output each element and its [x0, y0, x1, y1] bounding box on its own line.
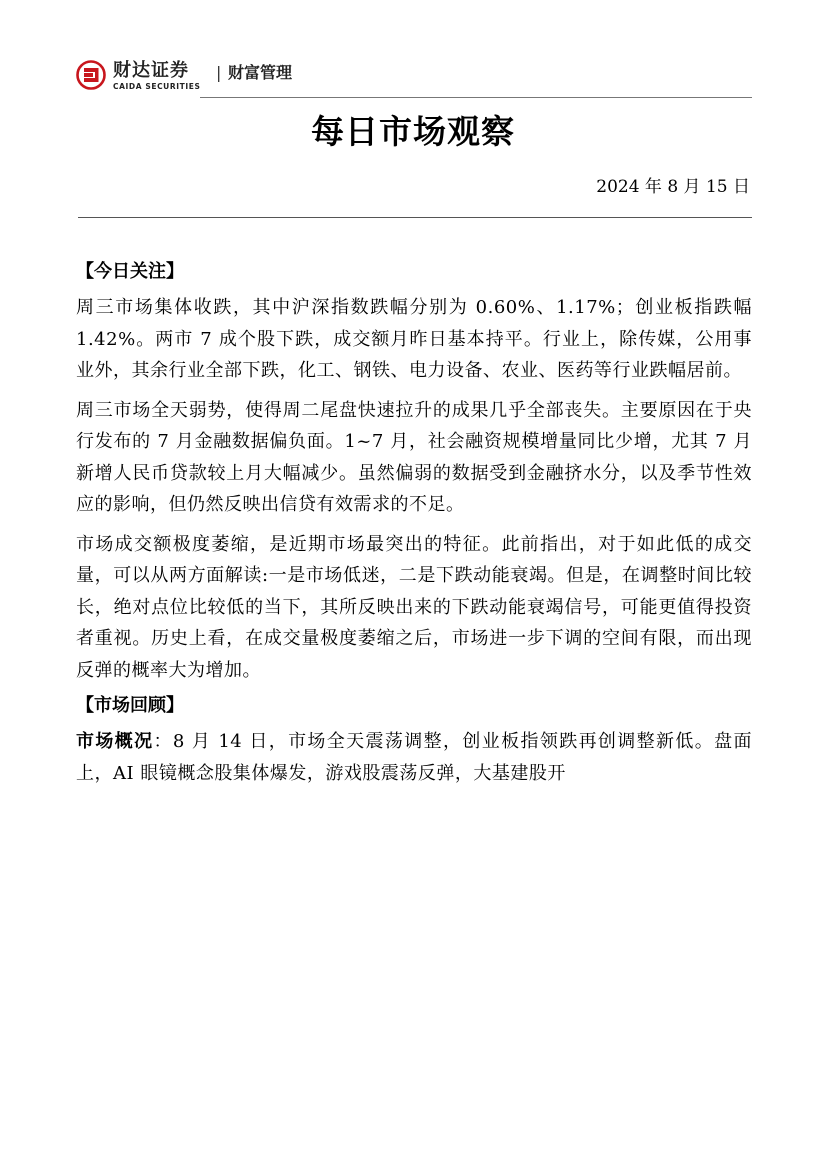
- market-overview-paragraph: [76, 726, 752, 789]
- division-name: 财富管理: [228, 63, 293, 82]
- report-body: [76, 254, 752, 789]
- brand-name-english: CAIDA SECURITIES: [113, 82, 201, 91]
- paragraph: 周三市场全天弱势，使得周二尾盘快速拉升的成果几乎全部丧失。主要原因在于央行发布的 7 月金融数据偏负面。1~7 月，社会融资规模增量同比少增，尤其 7 月新增人民币贷款较上月大幅减少。虽然偏弱的数据受到金融挤水分，以及季节性效应的影响，但仍然反映出信贷有效需求的不足。: [76, 399, 752, 515]
- brand-separator: |: [216, 63, 222, 82]
- paragraph: 市场成交额极度萎缩，是近期市场最突出的特征。此前指出，对于如此低的成交量，可以从两方面解读:一是市场低迷，二是下跌动能衰竭。但是，在调整时间比较长，绝对点位比较低的当下，其所反映出来的下跌动能衰竭信号，可能更值得投资者重视。历史上看，在成交量极度萎缩之后，市场进一步下调的空间有限，而出现反弹的概率大为增加。: [76, 533, 752, 681]
- title-divider: [78, 217, 752, 218]
- paragraph-lead-separator: ：: [153, 731, 173, 752]
- paragraph-lead: 市场概况: [76, 731, 154, 752]
- page-title: 每日市场观察: [311, 112, 515, 151]
- section-heading-review: 【市场回顾】: [76, 695, 184, 716]
- section-heading-focus: 【今日关注】: [76, 261, 184, 282]
- page-header: [76, 58, 752, 98]
- report-date: 2024 年 8 月 15 日: [596, 177, 750, 197]
- paragraph: 周三市场集体收跌，其中沪深指数跌幅分别为 0.60%、1.17%；创业板指跌幅 1.42%。两市 7 成个股下跌，成交额月昨日基本持平。行业上，除传媒，公用事业外，其余行业全部下跌，化工、钢铁、电力设备、农业、医药等行业跌幅居前。: [76, 297, 752, 381]
- caida-logo-icon: [76, 60, 106, 90]
- paragraph-text: 8 月 14 日，市场全天震荡调整，创业板指领跌再创调整新低。盘面上，AI 眼镜概念股集体爆发，游戏股震荡反弹，大基建股开: [76, 731, 752, 784]
- brand-name: 财达证券: [113, 60, 189, 81]
- header-divider: [200, 97, 752, 98]
